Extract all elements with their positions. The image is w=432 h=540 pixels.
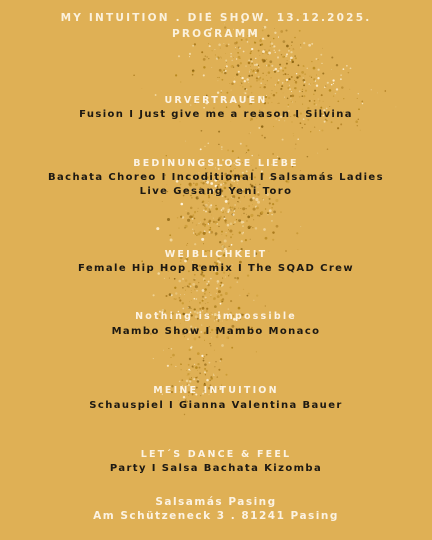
section-line: Fusion I Just give me a reason I Silvina xyxy=(79,109,353,120)
show-title: MY INTUITION . DIE SHOW. 13.12.2025. xyxy=(60,12,372,24)
program-label: PROGRAMM xyxy=(171,28,261,40)
venue-address: Am Schützeneck 3 . 81241 Pasing xyxy=(93,510,339,522)
venue-name: Salsamás Pasing xyxy=(155,496,277,508)
section-line: Mambo Show I Mambo Monaco xyxy=(111,326,321,337)
section-line: Schauspiel I Gianna Valentina Bauer xyxy=(89,400,343,411)
section-line: Female Hip Hop Remix I The SQAD Crew xyxy=(78,263,354,274)
section-line: Bachata Choreo I Incoditional I Salsamás Ladies xyxy=(48,172,384,183)
section-heading-lets-dance: LET´S DANCE & FEEL xyxy=(140,449,292,460)
section-heading-urvertrauen: URVERTRAUEN xyxy=(164,95,268,106)
section-heading-bedingungslose-liebe: BEDINUNGSLOSE LIEBE xyxy=(133,158,299,169)
section-line: Live Gesang Yeni Toro xyxy=(139,186,293,197)
section-heading-weiblichkeit: WEIBLICHKEIT xyxy=(164,249,268,260)
section-heading-meine-intuition: MEINE INTUITION xyxy=(153,385,279,396)
section-heading-nothing-is-impossible: Nothing is impossible xyxy=(135,311,297,322)
section-line: Party I Salsa Bachata Kizomba xyxy=(109,463,323,474)
